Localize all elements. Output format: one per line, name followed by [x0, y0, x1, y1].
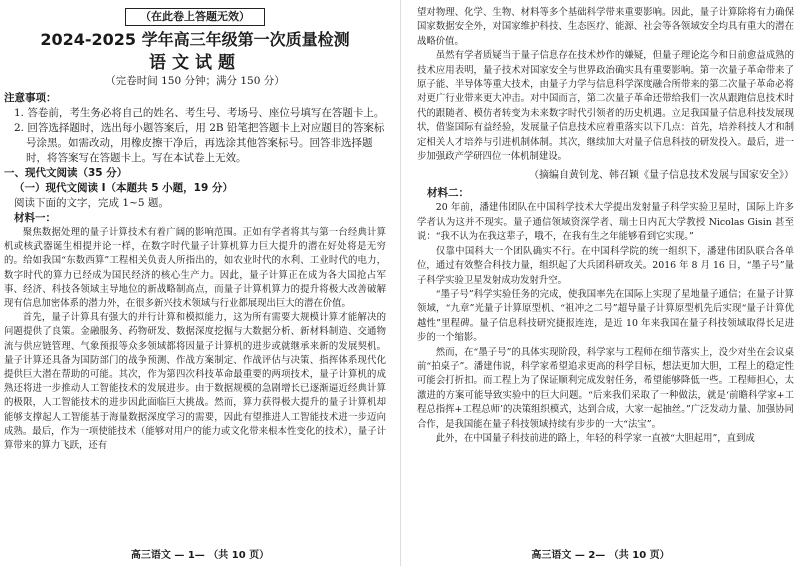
invalid-answer-notice: （在此卷上答题无效） [125, 8, 265, 26]
exam-title: 2024-2025 学年高三年级第一次质量检测 [40, 30, 350, 49]
page-footer-1: 高三语文 — 1— （共 10 页） [130, 550, 270, 561]
material-2-paragraph-5: 此外，在中国量子科技前进的路上，年轻的科学家一直被“大胆起用”，直到成 [435, 432, 755, 444]
material-1-label: 材料一： [14, 212, 56, 224]
material-2-label: 材料二： [427, 187, 469, 200]
note-1: 1. 答卷前，考生务必将自己的姓名、考生号、考场号、座位号填写在答题卡上。 [14, 107, 385, 119]
material-2-paragraph-2: 仅靠中国科大一个团队确实不行。在中国科学院的统一组织下，潘建伟团队联合各单位，通过有效整合科技力量，组织起了大兵团科研攻关。2016 年 8 月 16 日，“墨子号”量子科学实验卫星发射成功发射升空。 [417, 245, 794, 286]
notes-heading: 注意事项： [4, 92, 57, 104]
material-2-paragraph-4: 然而，在“墨子号”的具体实现阶段，科学家与工程师在细节落实上，没少对坐在会议桌前“拍桌子”。潘建伟说，科学家希望追求更高的科学目标，想法更加大胆，工程上的稳定性可能会打折扣。而工程上为了保证顺利完成发射任务，希望能够降低一些。工程师担心，太激进的方案可能导致实验中的巨大问题。“后来我们采取了一种做法，就是‘前瞻科学家+工程总指挥+工程总师’的决策组织模式，达到合成，大家一起抽丝。”广泛发动力量、加强协同合作，是我国能在量子科技领域持续有步步的一大“法宝”。 [417, 346, 794, 430]
subject-title: 语文试题 [149, 53, 241, 73]
note-2-line-3: 时，将答案写在答题卡上。写在本试卷上无效。 [26, 152, 247, 164]
material-2-paragraph-3: “墨子号”科学实验任务的完成，使我国率先在国际上实现了星地量子通信；在量子计算领域，“九章”光量子计算原型机、“祖冲之二号”超导量子计算原型机先后实现“量子计算优越性”里程碑。量子信息科技研究捷报连连，是近 10 年来我国在量子科技领域取得长足进步的一个缩影。 [417, 288, 794, 344]
citation: （摘编自黄钊龙、韩召颖《量子信息技术发展与国家安全》） [529, 170, 794, 182]
time-info: （完卷时间 150 分钟；满分 150 分） [105, 75, 285, 87]
material-1-paragraph-2: 首先，量子计算具有强大的并行计算和模拟能力，这为所有需要大规模计算才能解决的问题提供了良策。金融服务、药物研发、数据深度挖掘与大数据分析、新材料制造、交通物流与供应链管理、气象预报等众多领域都将因量子计算机的进步或就继承来新的发展契机。量子计算还具备为国防部门的战争预测、作战方案制定、作战评估与决策、指挥体系现代化提供巨大潜在帮助的可能。其次，作为第四次科技革命最重要的两项技术，量子计算机的成熟还将进一步推动人工智能技术的发展进步。由于数据规模的急剧增长已逐渐逼近经典计算的极限，人工智能技术的进步因此面临巨大挑战。然而，算力获得极大提升的量子计算机却能够支撑起人工智能基于海量数据深度学习的需要，因此有望推进人工智能技术进一步迈向成熟。最后，作为一项使能技术（能够对用户的能力或文化带来根本性变化的技术），量子计算带来的算力飞跃，还有 [4, 312, 386, 452]
material-1-paragraph-1: 聚焦数据处理的量子计算技术有着广阔的影响范围。正如有学者将其与第一台经典计算机或核武器诞生相提并论一样，在数字时代量子计算机算力巨大提升的潜在好处将是无穷的。给如我国“东数西算”工程相关负责人所指出的，如农业时代的水利、工业时代的电力，数字时代的算力已经成为国民经济的核心生产力。因此，量子计算正在成为各大国抢占军事、经济、科技各领域主导地位的新战略制高点，而量子计算机算力的提升将极大改善破解现有信息加密体系的潜力外，在很多新兴技术领域与行业都展现出巨大的潜在价值。 [4, 227, 386, 310]
material-2-paragraph-1: 20 年前，潘建伟团队在中国科学技术大学提出发射量子科学实验卫星时，国际上许多学者认为这并不现实。量子通信领域资深学者、瑞士日内瓦大学教授 Nicolas Gisin 甚至说：“我不认为在我这辈子，哦不，在我有生之年能够看到它实现。” [417, 202, 794, 243]
note-2-line-2: 号涂黑。如需改动，用橡皮擦干净后，再选涂其他答案标号。回答非选择题 [26, 137, 373, 149]
part-heading: （一）现代文阅读 I（本题共 5 小题，19 分） [14, 182, 233, 194]
page-footer-2: 高三语文 — 2— （共 10 页） [531, 550, 670, 561]
section-heading: 一、现代文阅读（35 分） [4, 167, 128, 179]
right-page [400, 0, 800, 566]
material-1-paragraph-4: 虽然有学者质疑当于量子信息存在技术炒作的嫌疑，但量子理论迄今和日前愈益成熟的技术应用表明，量子技术对国家安全与世界政治确实具有重要影响。第一次量子革命带来了原子能、半导体等重大技术，由量子力学与信息科学深度融合所带来的第二次量子革命必将对更广行业带来更大冲击。对中国而言，第二次量子革命还带给我们一次从跟跑信息技术时代的跟随者、模仿者转变为未来数字时代引领者的历史机遇。立足我国量子信息科技发展现状，借鉴国际有益经验，发展量子信息技术应着重落实以下几点：首先，培养科技人才和制定相关人才培养与引进机制体制。其次，继续加大对量子信息科技的研发投入。最后，进一步加强政产学研四位一体机制建设。 [417, 50, 794, 163]
reading-instruction: 阅读下面的文字，完成 1~5 题。 [14, 197, 169, 209]
material-1-paragraph-3: 望对物理、化学、生物、材料等多个基础科学带来重要影响。因此，量子计算除将有力确保国家数据安全外，对国家维护科技、生态医疗、能源、社会等各领域安全均具有重大的潜在战略价值。 [417, 7, 794, 47]
note-2-line-1: 2. 回答选择题时，选出每小题答案后，用 2B 铅笔把答题卡上对应题目的答案标 [14, 122, 385, 134]
